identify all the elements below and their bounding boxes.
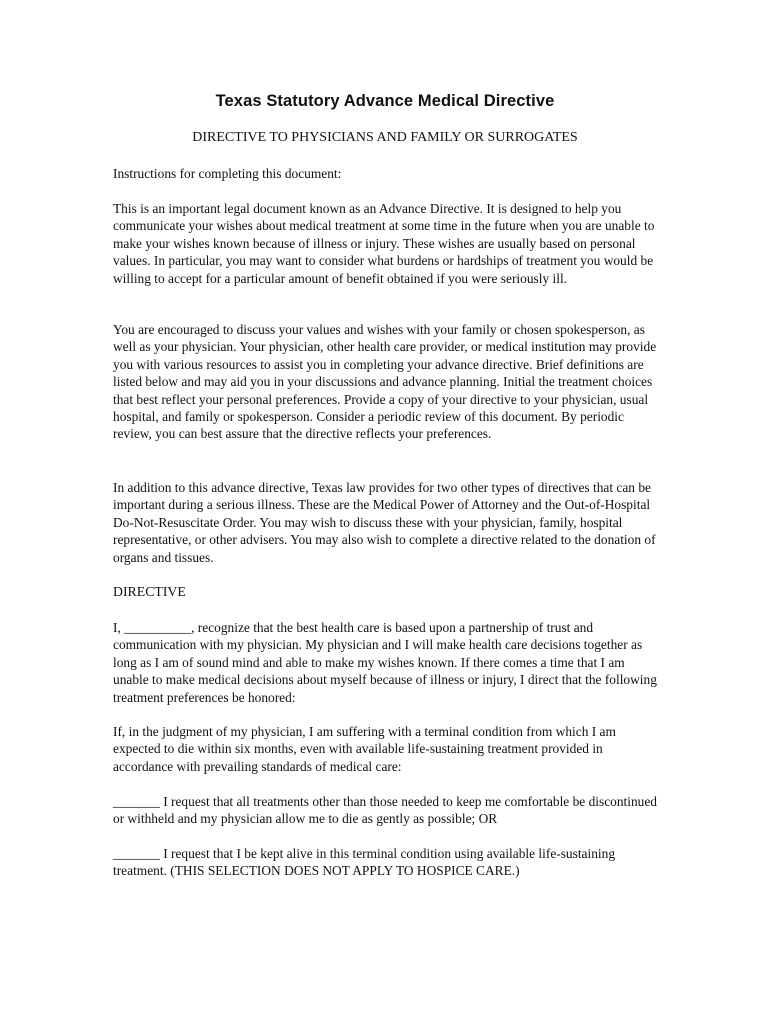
directive-heading: DIRECTIVE	[113, 584, 186, 599]
directive-option-1: _______ I request that all treatments other than those needed to keep me comfortable be discontinued or withheld and my physician allow me to die as gently as possible; OR	[113, 794, 658, 827]
intro-paragraph-1: This is an important legal document known as an Advance Directive. It is designed to help you communicate your wishes about medical treatment at some time in the future when you are unable to make your wishes known because of illness or injury. These wishes are usually based on personal values. In particular, you may want to consider what burdens or hardships of treatment you would be willing to accept for a particular amount of benefit obtained if you were seriously ill.	[113, 201, 655, 286]
document-title: Texas Statutory Advance Medical Directive	[215, 92, 555, 110]
intro-paragraph-2: You are encouraged to discuss your values and wishes with your family or chosen spokesperson, as well as your physician. Your physician, other health care provider, or medical institution may provide you with various resources to assist you in completing your advance directive. Brief definitions are listed below and may aid you in your discussions and advance planning. Initial the treatment choices that best reflect your personal preferences. Provide a copy of your directive to your physician, usual hospital, and family or spokesperson. Consider a periodic review of this document. By periodic review, you can best assure that the directive reflects your preferences.	[113, 322, 657, 442]
directive-paragraph-2: If, in the judgment of my physician, I am suffering with a terminal condition from which I am expected to die within six months, even with available life-sustaining treatment provided in accordance with prevailing standards of medical care:	[113, 724, 616, 774]
document-subtitle: DIRECTIVE TO PHYSICIANS AND FAMILY OR SURROGATES	[192, 130, 578, 145]
directive-paragraph-1: I, __________, recognize that the best health care is based upon a partnership of trust and communication with my physician. My physician and I will make health care decisions together as long as I am of sound mind and able to make my wishes known. If there comes a time that I am unable to make medical decisions about myself because of illness or injury, I direct that the following treatment preferences be honored:	[113, 620, 657, 705]
directive-option-2: _______ I request that I be kept alive in this terminal condition using available life-sustaining treatment. (THIS SELECTION DOES NOT APPLY TO HOSPICE CARE.)	[113, 846, 616, 879]
instructions-heading: Instructions for completing this document:	[113, 166, 342, 181]
intro-paragraph-3: In addition to this advance directive, Texas law provides for two other types of directives that can be important during a serious illness. These are the Medical Power of Attorney and the Out-of-Hospital Do-Not-Resuscitate Order. You may wish to discuss these with your physician, family, hospital representative, or other advisers. You may also wish to complete a directive related to the donation of organs and tissues.	[113, 480, 656, 565]
